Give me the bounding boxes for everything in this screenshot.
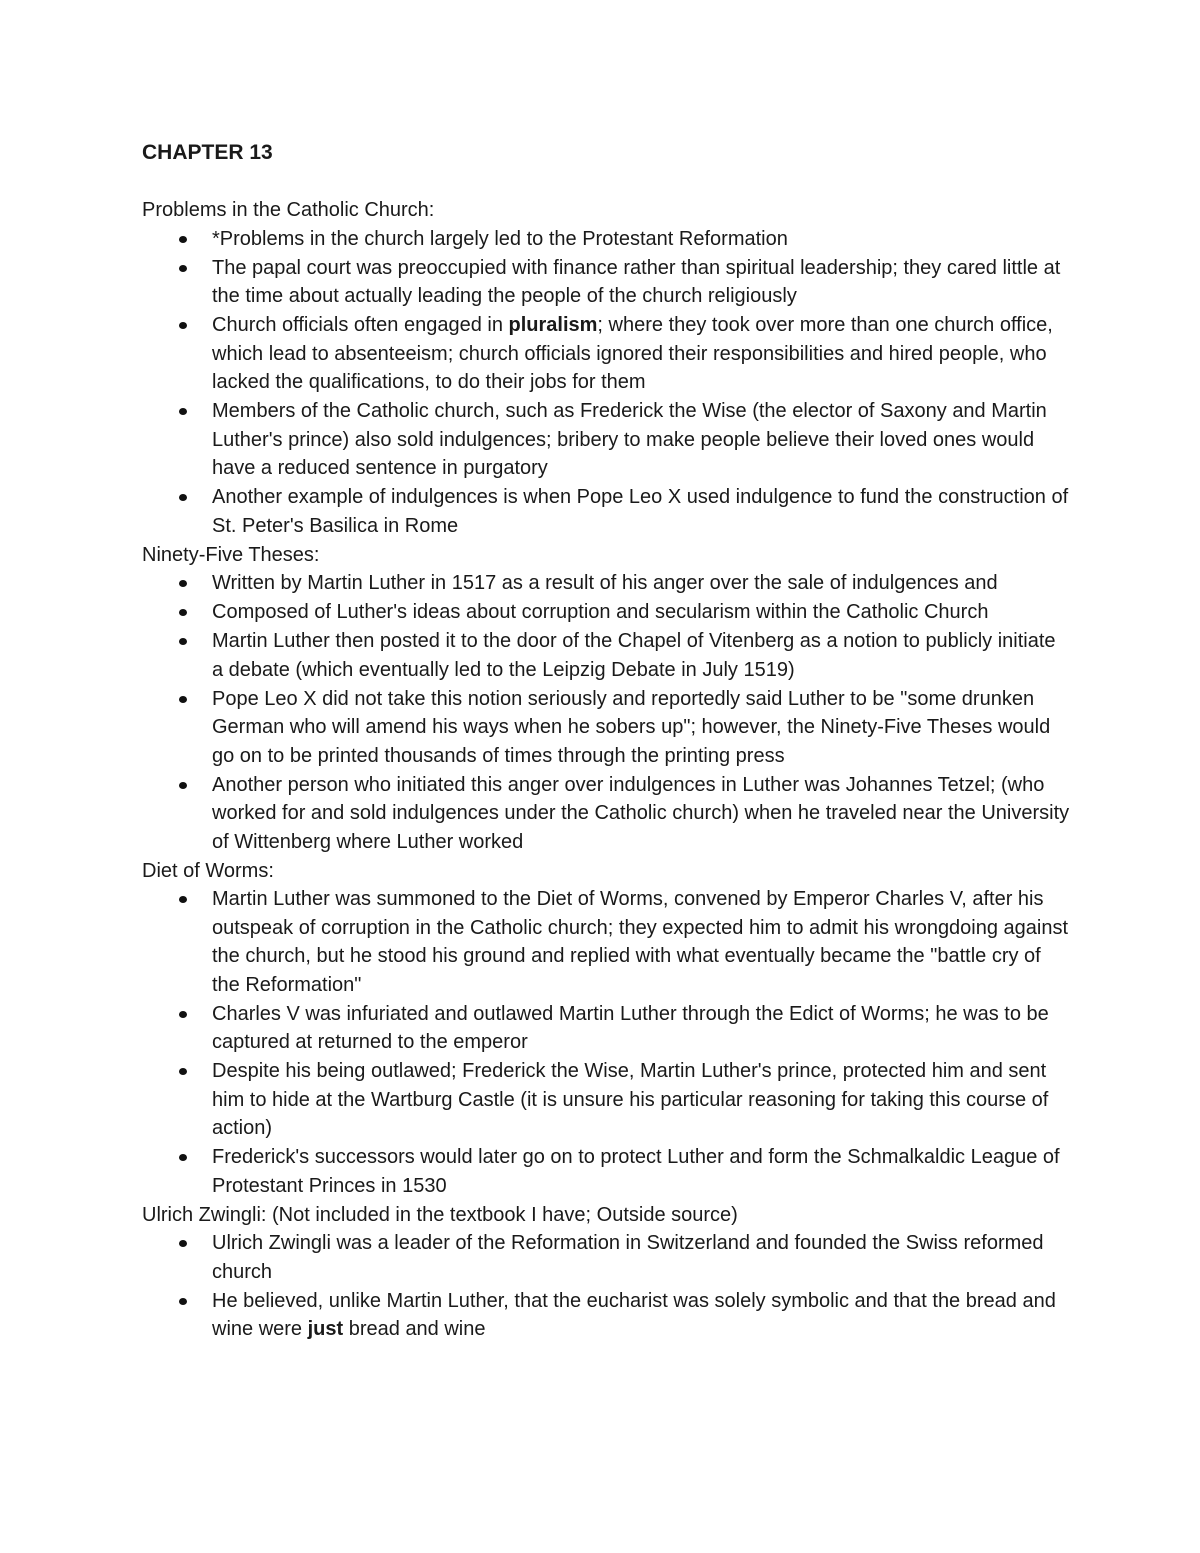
bullet-text: Written by Martin Luther in 1517 as a result of his anger over the sale of indulgences and — [212, 572, 998, 594]
bullet-text: Ulrich Zwingli was a leader of the Reformation in Switzerland and founded the Swiss reformed church — [212, 1232, 1044, 1283]
list-item — [212, 1287, 1072, 1344]
list-item — [212, 685, 1072, 771]
list-item — [212, 254, 1072, 311]
bullet-icon — [179, 1011, 187, 1018]
bullet-icon — [179, 1240, 187, 1247]
list-item — [212, 598, 1072, 627]
bullet-text: The papal court was preoccupied with finance rather than spiritual leadership; they cared little at the time about actually leading the people of the church religiously — [212, 256, 1061, 307]
bullet-icon — [179, 322, 187, 329]
bullet-text: Church officials often engaged in — [212, 314, 509, 336]
notes-body — [142, 196, 1072, 1344]
section-heading: Ulrich Zwingli: (Not included in the textbook I have; Outside source) — [142, 1203, 738, 1226]
bullet-text: Martin Luther was summoned to the Diet of Worms, convened by Emperor Charles V, after his outspeak of corruption in the Catholic church; they expected him to admit his wrongdoing against the church, but he stood his ground and replied with what eventually became the "battle cry of the Reformation" — [212, 888, 1069, 996]
bullet-icon — [179, 782, 187, 789]
bullet-text: Pope Leo X did not take this notion seriously and reportedly said Luther to be "some drunken German who will amend his ways when he sobers up"; however, the Ninety-Five Theses would go on to be printed thousands of times through the printing press — [212, 687, 1051, 767]
list-item — [212, 1000, 1072, 1057]
bullet-icon — [179, 1298, 187, 1305]
list-item — [212, 1057, 1072, 1143]
bullet-icon — [179, 896, 187, 903]
bullet-text: ; where they took over more than one church office, which lead to absenteeism; church officials ignored their responsibilities and hired people, who lacked the qualifications, to do their jobs for them — [212, 314, 1053, 393]
list-item — [212, 1229, 1072, 1286]
bold-term: pluralism — [508, 314, 598, 336]
list-item — [212, 311, 1072, 397]
list-item — [212, 397, 1072, 483]
bullet-text: Another person who initiated this anger over indulgences in Luther was Johannes Tetzel; (who worked for and sold indulgences under the Catholic church) when he traveled near the University of Wittenberg where Luther worked — [212, 773, 1070, 853]
bullet-text: Despite his being outlawed; Frederick the Wise, Martin Luther's prince, protected him and sent him to hide at the Wartburg Castle (it is unsure his particular reasoning for taking this course of action) — [212, 1060, 1049, 1139]
list-item — [212, 225, 1072, 254]
bullet-text: Another example of indulgences is when Pope Leo X used indulgence to fund the construction of St. Peter's Basilica in Rome — [212, 486, 1069, 537]
bullet-list — [142, 885, 1072, 1200]
bullet-list — [142, 569, 1072, 856]
bullet-text: Members of the Catholic church, such as Frederick the Wise (the elector of Saxony and Martin Luther's prince) also sold indulgences; bribery to make people believe their loved ones would have a reduced sentence in purgatory — [212, 400, 1047, 479]
bullet-icon — [179, 265, 187, 272]
bullet-icon — [179, 580, 187, 587]
bullet-text: Composed of Luther's ideas about corruption and secularism within the Catholic Church — [212, 601, 989, 623]
bullet-icon — [179, 236, 187, 243]
bold-term: just — [307, 1318, 344, 1340]
list-item — [212, 885, 1072, 999]
bullet-text: Charles V was infuriated and outlawed Martin Luther through the Edict of Worms; he was to be captured at returned to the emperor — [212, 1002, 1049, 1053]
list-item — [212, 569, 1072, 598]
section-heading: Ninety-Five Theses: — [142, 543, 320, 566]
bullet-text: Martin Luther then posted it to the door of the Chapel of Vitenberg as a notion to publicly initiate a debate (which eventually led to the Leipzig Debate in July 1519) — [212, 630, 1056, 681]
bullet-text: bread and wine — [343, 1318, 486, 1340]
bullet-icon — [179, 609, 187, 616]
bullet-icon — [179, 696, 187, 703]
document-page — [142, 138, 1072, 1344]
list-item — [212, 483, 1072, 540]
section-heading: Diet of Worms: — [142, 859, 274, 882]
bullet-icon — [179, 494, 187, 501]
list-item — [212, 627, 1072, 684]
bullet-icon — [179, 408, 187, 415]
bullet-text: Frederick's successors would later go on to protect Luther and form the Schmalkaldic League of Protestant Princes in 1530 — [212, 1146, 1060, 1197]
bullet-icon — [179, 638, 187, 645]
list-item — [212, 771, 1072, 857]
list-item — [212, 1143, 1072, 1200]
chapter-title: CHAPTER 13 — [142, 141, 273, 164]
bullet-icon — [179, 1068, 187, 1075]
bullet-icon — [179, 1154, 187, 1161]
bullet-text: He believed, unlike Martin Luther, that the eucharist was solely symbolic and that the bread and wine were — [212, 1289, 1056, 1340]
bullet-list — [142, 1229, 1072, 1344]
section-heading: Problems in the Catholic Church: — [142, 199, 435, 221]
bullet-text: *Problems in the church largely led to the Protestant Reformation — [212, 227, 788, 250]
bullet-list — [142, 225, 1072, 541]
